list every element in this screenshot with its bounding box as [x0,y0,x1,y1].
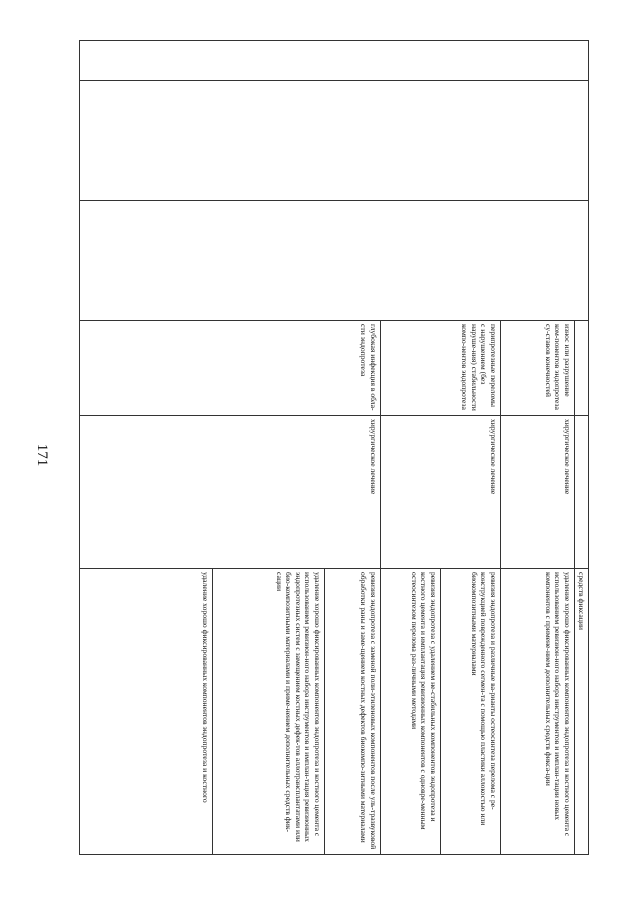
table-cell-empty [80,201,589,321]
method-cell: ревизия эндопротеза и различные ва-рианты остеосинтеза перелома с ре-конструкцией поврежденного сегмен-та с помощью пластики аллокостью или биокомпозитными материалами [440,569,500,855]
table-wrapper [79,40,589,854]
page-number: 171 [34,443,50,467]
treatment-cell: хирургическое лечение [500,416,574,569]
table-cell-empty [574,416,588,569]
method-cell: ревизия эндопротеза с заменой поли-этиленовых компонентов после уль-тразвуковой обработки раны и заме-щением костных дефектов биокомпо-зитными материалами [324,569,380,855]
condition-cell: перипротезные переломы с нарушением (без наруше-ния) стабильности компо-нентов эндопротеза [380,321,500,416]
treatment-table [79,40,589,855]
condition-cell: глубокая инфекция в обла-сти эндопротеза [80,321,381,416]
table-cell-empty [80,81,589,201]
rotated-page [79,40,589,854]
method-cell: удаление хорошо фиксированных компонентов эндопротеза и костного [80,569,213,855]
method-cell: ревизия эндопротеза с удалением не-стабильных компонентов эндопротеза и костного цемента и имплантация ревизионных компонентов с одновре-менным остеосинтезом перелома раз-личными методами [380,569,440,855]
table-cell-empty [574,321,588,416]
method-cell: удаление хорошо фиксированных компонентов эндопротеза и костного цемента с использованием ревизион-ного набора инструментов и имплан-тации новых компонентов с примене-нием дополнительных средств фикса-ции [500,569,574,855]
method-cell: удаление хорошо фиксированных компонентов эндопротеза и костного цемента с использованием ревизион-ного набора инструментов и имплан-тация ревизионных эндопротезных систем с замещением костных дефек-тов аллотрансплантатами или био-композитными материалами и приме-нением дополнительных средств фик-сации [212,569,324,855]
table-cell-header: средств фиксации [574,569,588,855]
treatment-cell: хирургическое лечение [380,416,500,569]
table-row [574,41,588,855]
treatment-cell: хирургическое лечение [80,416,381,569]
condition-cell: износ или разрушение ком-понентов эндопротеза су-ставов конечностей [500,321,574,416]
table-cell-empty [80,41,589,81]
